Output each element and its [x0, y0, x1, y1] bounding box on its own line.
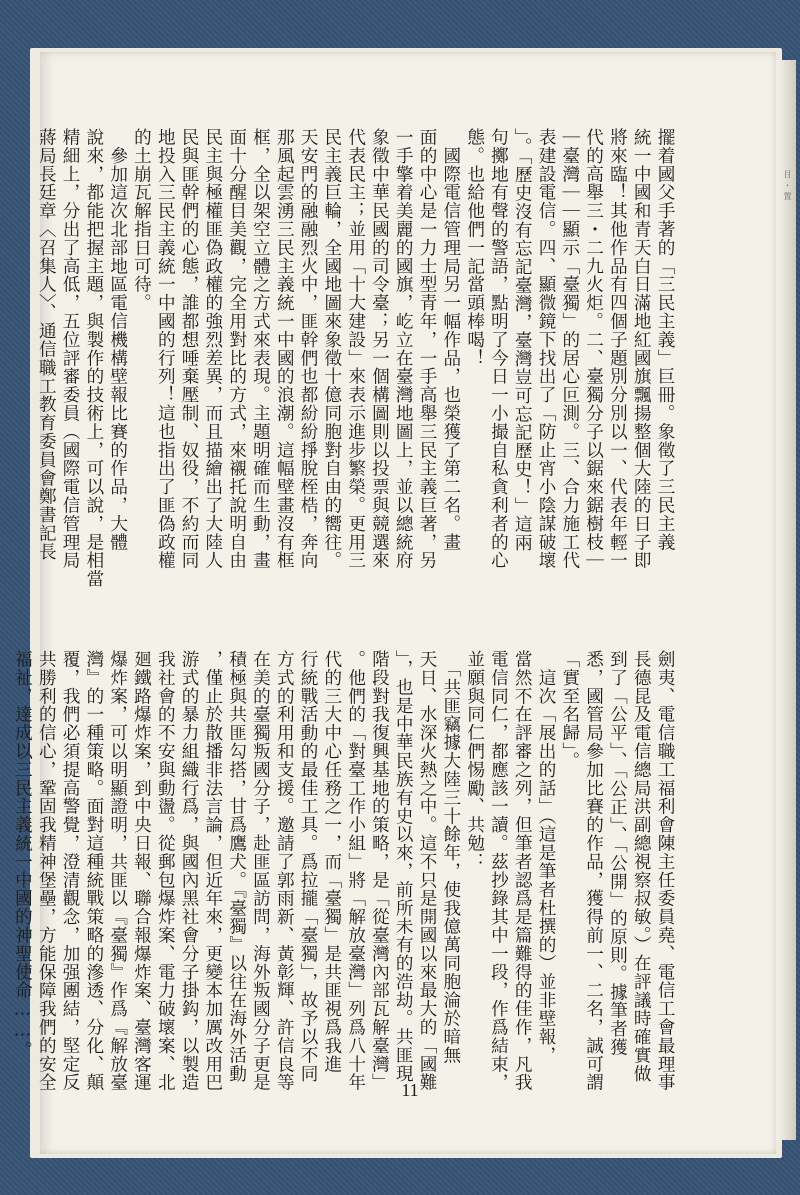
text-column: 的土崩瓦解指日可待。 — [131, 128, 152, 312]
text-column: 福祉，達成以三民主義統一中國的神聖使命……。 — [12, 650, 33, 1060]
text-column: 積極與共匪勾搭，甘爲鷹犬。『臺獨』以往在海外活動 — [226, 650, 247, 1083]
text-column: 說來，都能把握主題，與製作的技術上，可以說，是相當 — [83, 128, 104, 588]
text-column: ｜臺灣｜｜顯示「臺獨」的居心叵測。三、合力施工代 — [559, 128, 580, 570]
text-column: 」，也是中華民族有史以來，前所未有的浩劫。共匪現 — [393, 650, 414, 1083]
text-column: 統一中國和青天白日滿地紅國旗飄揚整個大陸的日子即 — [631, 128, 652, 570]
text-column: 面十分醒目美觀，完全用對比的方式，來襯托說明自由 — [226, 128, 247, 570]
text-column: 擺着國父手著的「三民主義」巨冊。象徵了三民主義 — [655, 128, 675, 552]
text-column: 框，全以架空立體之方式來表現。主題明確而生動，畫 — [250, 128, 271, 570]
text-column: 精細上，分出了高低，五位評審委員（國際電信管理局 — [60, 128, 81, 570]
text-column: 並願與同仁們惕勵、共勉： — [464, 650, 485, 871]
text-column: 蔣局長廷章〈召集人〉、通信職工教育委員會鄭書記長 — [36, 128, 57, 561]
text-column: 灣』的一種策略。面對這種統戰策略的滲透、分化、顛 — [83, 650, 104, 1092]
page-number: 11 — [401, 1080, 419, 1100]
text-column: 表建設電信。四、顯微鏡下找出了「防止宵小陰謀破壞 — [536, 128, 557, 570]
text-column: 天日、水深火熱之中。這不只是開國以來最大的「國難 — [417, 650, 438, 1092]
text-column: 一手擎着美麗的國旗，屹立在臺灣地圖上，並以總統府 — [393, 128, 414, 570]
text-column: 那風起雲湧三民主義統一中國的浪潮。這幅壁畫沒有框 — [274, 128, 295, 570]
text-column: 共勝利的信心，鞏固我精神堡壘，方能保障我們的安全 — [36, 650, 57, 1092]
text-column: 。他們的「對臺工作小組」將「解放臺灣」列爲八十年 — [345, 650, 366, 1092]
text-column: 劍夷、電信職工福利會陳主任委員堯、電信工會最理事 — [655, 650, 675, 1092]
text-column: 民主義巨輪，全國地圖來象徵十億同胞對自由的嚮往。 — [321, 128, 342, 570]
text-column: 代的三大中心任務之一，而「臺獨」是共匪視爲我進 — [321, 650, 342, 1074]
text-column: 悉，國管局參加比賽的作品，獲得前一、二名，誠可謂 — [583, 650, 604, 1092]
text-column: 地投入三民主義統一中國的行列！這也指出了匪偽政權 — [155, 128, 176, 570]
text-column: 面的中心是一力士型青年，一手高舉三民主義巨著，另 — [417, 128, 438, 570]
text-column: 在美的臺獨叛國分子，赴匪區訪問，海外叛國分子更是 — [250, 650, 271, 1092]
text-column: 代表民主；並用「十大建設」來表示進步繁榮。更用三 — [345, 128, 366, 570]
text-column: 」。「歷史沒有忘記臺灣，臺灣豈可忘記歷史！」這兩 — [512, 128, 533, 552]
text-column: 天安門的融融烈火中，匪幹們也都紛紛掙脫桎梏，奔向 — [298, 128, 319, 570]
text-column: 參加這次北部地區電信機構壁報比賽的作品，大體 — [107, 128, 128, 552]
text-column: 到了「公平」、「公正」、「公開」的原則。據筆者獲 — [607, 650, 628, 1057]
text-column: 電信同仁，都應該一讀。茲抄錄其中一段，作爲結束， — [488, 650, 509, 1092]
text-column: 態。也給他們一記當頭棒喝！ — [464, 128, 485, 368]
text-column: 方式的利用和支援。邀請了郭雨新、黃彰輝、許信良等 — [274, 650, 295, 1092]
page-edge-marks: 目・置 — [783, 170, 792, 203]
text-column: 這次「展出的話」（這是筆者杜撰的）並非壁報， — [536, 650, 557, 1065]
text-column: 階段對我復興基地的策略，是「從臺灣內部瓦解臺灣」 — [369, 650, 390, 1092]
text-column: 象徵中華民國的司令臺；另一個構圖則以投票與競選來 — [369, 128, 390, 570]
text-column: 民主與極權匪偽政權的強烈差異，而且描繪出了大陸人 — [202, 128, 223, 570]
text-column: 代的高舉三・二九火炬。二、臺獨分子以鋸來鋸樹枝｜ — [583, 128, 604, 570]
text-column: 國際電信管理局另一幅作品，也榮獲了第二名。畫 — [440, 128, 461, 552]
text-column: 覆，我們必須提高警覺，澄清觀念，加强團結，堅定反 — [60, 650, 81, 1092]
text-column: ，僅止於散播非法言論，但近年來，更變本加厲改用巴 — [202, 650, 223, 1092]
text-column: 民與匪幹們的心態，誰都想唾棄壓制、奴役，不約而同 — [179, 128, 200, 570]
text-column: 「共匪竊據大陸三十餘年，使我億萬同胞淪於暗無 — [440, 650, 461, 1065]
text-column: 長德昆及電信總局洪副總視察叔敏。）在評議時確實做 — [631, 650, 652, 1083]
text-column: 句擲地有聲的警語，點明了今日一小撮自私貪利者的心 — [488, 128, 509, 570]
text-column: 廻鐵路爆炸案，到中央日報、聯合報爆炸案、臺灣客運 — [131, 650, 152, 1092]
text-column: 爆炸案，可以明顯證明，共匪以『臺獨』作爲『解放臺 — [107, 650, 128, 1092]
upper-text-block — [36, 128, 676, 628]
text-column: 當然不在評審之列，但筆者認爲是篇難得的佳作，凡我 — [512, 650, 533, 1092]
text-column: 行統戰活動的最佳工具。爲拉攏「臺獨」，故予以不同 — [298, 650, 319, 1083]
text-column: 將來臨！其他作品有四個子題別分別以一、代表年輕一 — [607, 128, 628, 570]
text-column: 游式的暴力組織行爲，與國內黑社會分子掛鈎，以製造 — [179, 650, 200, 1092]
text-column: 「實至名歸」。 — [559, 650, 580, 770]
text-column: 我社會的不安與動盪。從郵包爆炸案、電力破壞案、北 — [155, 650, 176, 1092]
